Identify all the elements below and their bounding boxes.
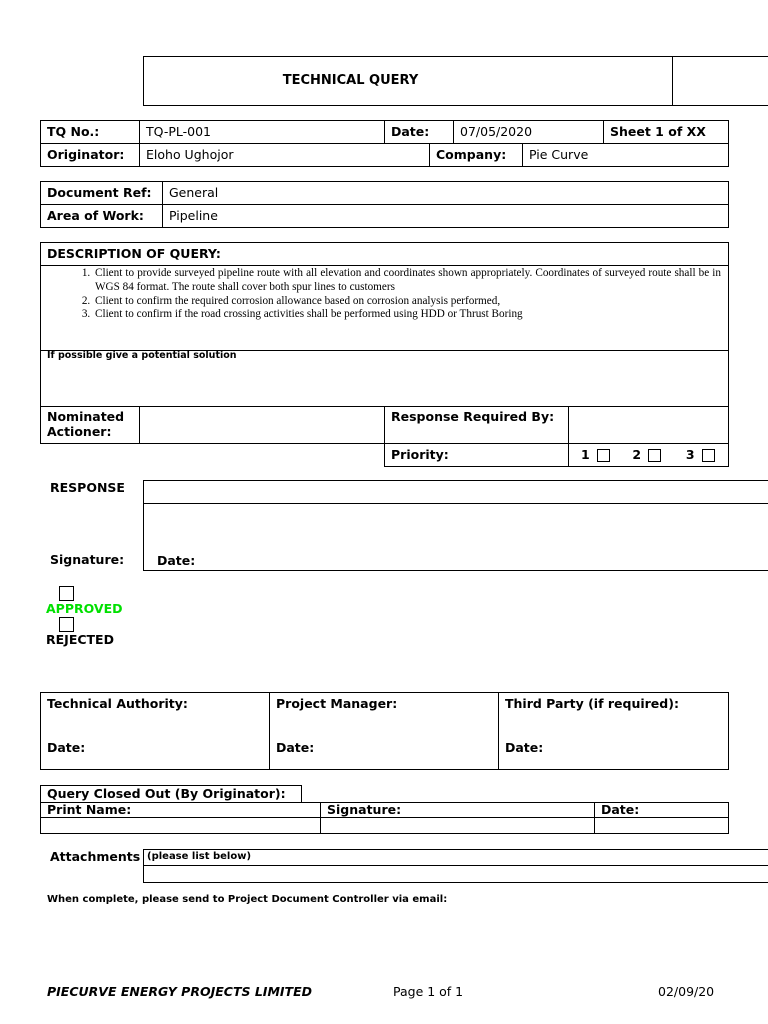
attachments-box[interactable] bbox=[143, 849, 768, 883]
query-item: 3. Client to confirm if the road crossing activities shall be performed using HDD or Thrust Boring bbox=[93, 308, 721, 322]
priority-2-label: 2 bbox=[632, 447, 642, 462]
nominated-actioner-value[interactable] bbox=[139, 406, 385, 444]
send-note: When complete, please send to Project Document Controller via email: bbox=[47, 894, 448, 905]
print-name-label: Print Name: bbox=[40, 802, 321, 818]
originator-label: Originator: bbox=[40, 143, 140, 167]
area-label: Area of Work: bbox=[40, 204, 163, 228]
priority-1-checkbox[interactable] bbox=[597, 449, 610, 462]
response-signature-label: Signature: bbox=[50, 552, 125, 567]
tq-no-value: TQ-PL-001 bbox=[139, 120, 385, 144]
closeout-signature-label: Signature: bbox=[320, 802, 595, 818]
closeout-title: Query Closed Out (By Originator): bbox=[40, 785, 302, 803]
query-list-wrap bbox=[41, 267, 721, 322]
solution-label: If possible give a potential solution bbox=[47, 350, 237, 361]
project-manager-cell[interactable] bbox=[269, 692, 499, 770]
project-manager-label: Project Manager: bbox=[276, 696, 398, 711]
query-box bbox=[40, 242, 729, 407]
query-list bbox=[41, 267, 721, 322]
footer-company: PIECURVE ENERGY PROJECTS LIMITED bbox=[47, 984, 312, 999]
priority-3-label: 3 bbox=[685, 447, 695, 462]
third-party-date-label: Date: bbox=[505, 740, 544, 755]
attachments-rule bbox=[144, 865, 768, 866]
company-label: Company: bbox=[429, 143, 523, 167]
page-title: TECHNICAL QUERY bbox=[282, 73, 419, 88]
tq-no-label: TQ No.: bbox=[40, 120, 140, 144]
response-required-value[interactable] bbox=[568, 406, 729, 444]
rejected-checkbox[interactable] bbox=[59, 617, 74, 632]
closeout-date-field[interactable] bbox=[594, 817, 729, 834]
approved-label: APPROVED bbox=[46, 601, 123, 616]
priority-options bbox=[568, 443, 729, 467]
response-box[interactable] bbox=[143, 480, 768, 571]
third-party-label: Third Party (if required): bbox=[505, 696, 679, 711]
company-value: Pie Curve bbox=[522, 143, 729, 167]
priority-3-checkbox[interactable] bbox=[702, 449, 715, 462]
response-date-label: Date: bbox=[157, 553, 196, 568]
approved-checkbox[interactable] bbox=[59, 586, 74, 601]
docref-value: General bbox=[162, 181, 729, 205]
project-manager-date-label: Date: bbox=[276, 740, 315, 755]
closeout-date-label: Date: bbox=[594, 802, 729, 818]
response-rule bbox=[144, 503, 768, 504]
priority-1-label: 1 bbox=[581, 447, 590, 462]
query-title-rule bbox=[41, 265, 728, 266]
query-item: 1. Client to provide surveyed pipeline route with all elevation and coordinates shown appropriately. Coordinates of surveyed route shall be in WGS 84 format. The route shall cover both spur lines to customers bbox=[93, 267, 721, 295]
docref-label: Document Ref: bbox=[40, 181, 163, 205]
technical-authority-cell[interactable] bbox=[40, 692, 270, 770]
attachments-label: Attachments bbox=[50, 849, 141, 864]
priority-label: Priority: bbox=[384, 443, 569, 467]
sheet-label: Sheet 1 of XX bbox=[603, 120, 729, 144]
area-value: Pipeline bbox=[162, 204, 729, 228]
response-label: RESPONSE bbox=[50, 480, 125, 495]
priority-2-checkbox[interactable] bbox=[648, 449, 661, 462]
footer-date: 02/09/20 bbox=[658, 984, 715, 999]
query-title: DESCRIPTION OF QUERY: bbox=[47, 246, 221, 261]
title-box bbox=[143, 56, 673, 106]
title-box-right bbox=[672, 56, 768, 106]
print-name-field[interactable] bbox=[40, 817, 321, 834]
response-required-label: Response Required By: bbox=[384, 406, 569, 444]
rejected-label: REJECTED bbox=[46, 632, 114, 647]
technical-authority-date-label: Date: bbox=[47, 740, 86, 755]
third-party-cell[interactable] bbox=[498, 692, 729, 770]
technical-authority-label: Technical Authority: bbox=[47, 696, 188, 711]
originator-value: Eloho Ughojor bbox=[139, 143, 430, 167]
date-label: Date: bbox=[384, 120, 454, 144]
closeout-signature-field[interactable] bbox=[320, 817, 595, 834]
date-value: 07/05/2020 bbox=[453, 120, 604, 144]
attachments-hint: (please list below) bbox=[147, 851, 252, 862]
footer-page: Page 1 of 1 bbox=[393, 984, 464, 999]
nominated-actioner-label: Nominated Actioner: bbox=[40, 406, 140, 444]
query-item: 2. Client to confirm the required corrosion allowance based on corrosion analysis performed, bbox=[93, 295, 721, 309]
